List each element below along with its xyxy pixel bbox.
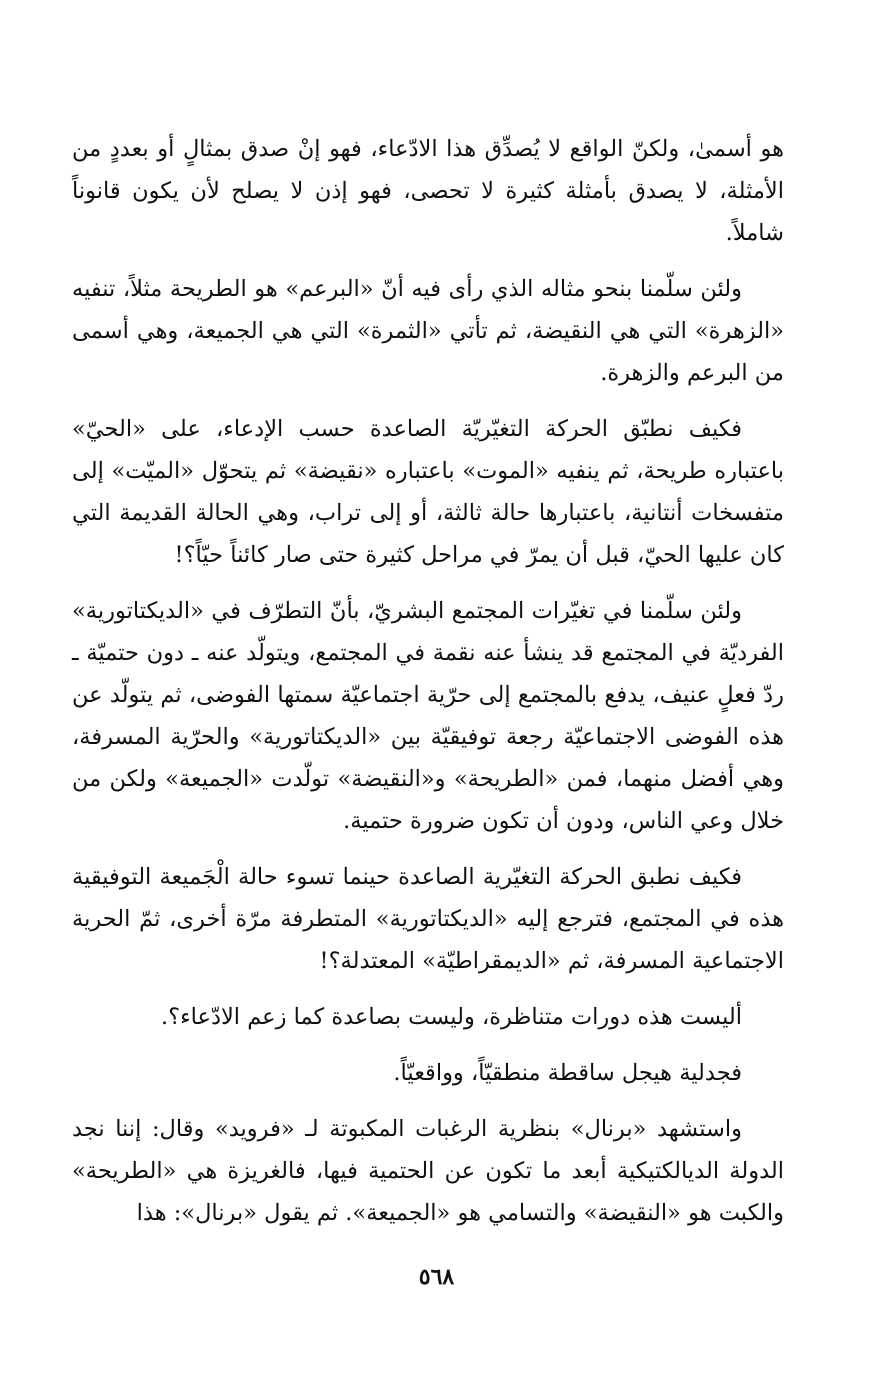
paragraph-7: فجدلية هيجل ساقطة منطقيّاً، وواقعيّاً. (393, 1060, 742, 1086)
page-number: ٥٦٨ (418, 1264, 455, 1290)
paragraph-6: أليست هذه دورات متناظرة، وليست بصاعدة كما زعم الادّعاء؟. (160, 1004, 742, 1030)
paragraph-8: واستشهد «برنال» بنظرية الرغبات المكبوتة لـ «فرويد» وقال: إننا نجد الدولة الديالكتيكية أبعد ما تكون عن الحتمية فيها، فالغريزة هي «الطريحة» والكبت هو «النقيضة» والتسامي هو «الجميعة». ثم يقول «برنال»: هذا (72, 1116, 784, 1226)
page-body (72, 128, 784, 1248)
paragraph-1: هو أسمىٰ، ولكنّ الواقع لا يُصدِّق هذا الادّعاء، فهو إنْ صدق بمثالٍ أو بعددٍ من الأمثلة، لا يصدق بأمثلة كثيرة لا تحصى، فهو إذن لا يصلح لأن يكون قانوناً شاملاً. (72, 136, 784, 246)
paragraph-3: فكيف نطبّق الحركة التغيّريّة الصاعدة حسب الإدعاء، على «الحيّ» باعتباره طريحة، ثم ينفيه «الموت» باعتباره «نقيضة» ثم يتحوّل «الميّت» إلى متفسخات أنتانية، باعتبارها حالة ثالثة، أو إلى تراب، وهي الحالة القديمة التي كان عليها الحيّ، قبل أن يمرّ في مراحل كثيرة حتى صار كائناً حيّاً؟! (72, 416, 784, 568)
paragraph-2: ولئن سلّمنا بنحو مثاله الذي رأى فيه أنّ «البرعم» هو الطريحة مثلاً، تنفيه «الزهرة» التي هي النقيضة، ثم تأتي «الثمرة» التي هي الجميعة، وهي أسمى من البرعم والزهرة. (72, 276, 784, 386)
paragraph-4: ولئن سلّمنا في تغيّرات المجتمع البشريّ، بأنّ التطرّف في «الديكتاتورية» الفرديّة في المجتمع قد ينشأ عنه نقمة في المجتمع، ويتولّد عنه ـ دون حتميّة ـ ردّ فعلٍ عنيف، يدفع بالمجتمع إلى حرّية اجتماعيّة سمتها الفوضى، ثم يتولّد عن هذه الفوضى الاجتماعيّة رجعة توفيقيّة بين «الديكتاتورية» والحرّية المسرفة، وهي أفضل منهما، فمن «الطريحة» و«النقيضة» تولّدت «الجميعة» ولكن من خلال وعي الناس، ودون أن تكون ضرورة حتمية. (72, 598, 784, 834)
paragraph-5: فكيف نطبق الحركة التغيّرية الصاعدة حينما تسوء حالة الْجَميعة التوفيقية هذه في المجتمع، فترجع إليه «الديكتاتورية» المتطرفة مرّة أخرى، ثمّ الحرية الاجتماعية المسرفة، ثم «الديمقراطيّة» المعتدلة؟! (72, 864, 784, 974)
